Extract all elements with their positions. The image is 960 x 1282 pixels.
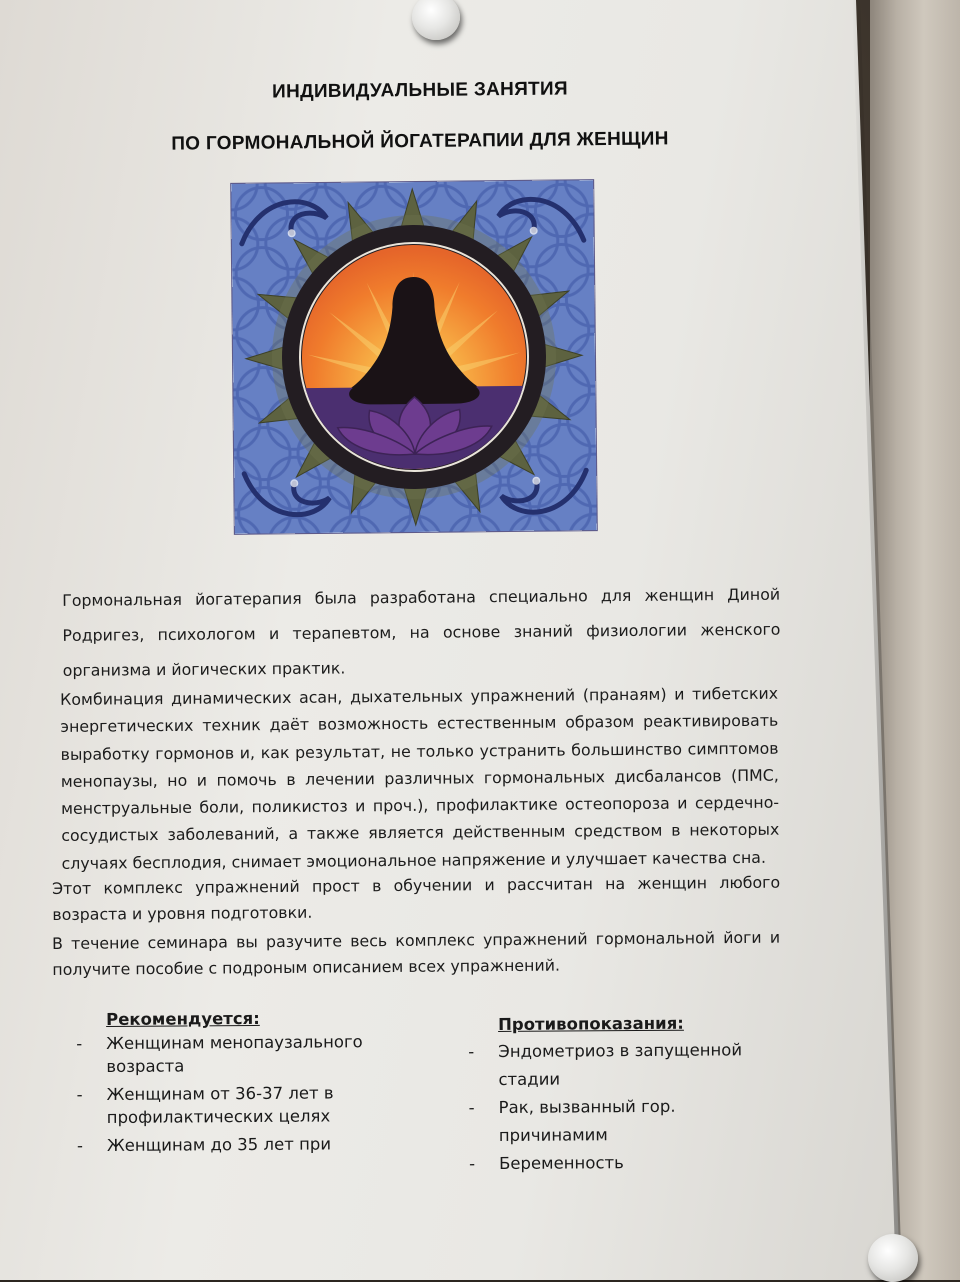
recommended-list (76, 1031, 377, 1157)
title-line-1: ИНДИВИДУАЛЬНЫЕ ЗАНЯТИЯ (271, 78, 569, 103)
bullet-dash: - (468, 1154, 476, 1174)
recommended-section (76, 1008, 377, 1163)
meditating-woman-icon (231, 180, 597, 534)
title-line-2: ПО ГОРМОНАЛЬНОЙ ЙОГАТЕРАПИИ ДЛЯ ЖЕНЩИН (171, 128, 669, 155)
list-item: - Рак, вызванный гор. причинамим (499, 1092, 779, 1150)
seminar-paragraph: В течение семинара вы разучите весь комплекс упражнений гормональной йоги и получите пособие с подроным описанием всех упражнений. (52, 927, 781, 979)
recommended-heading: Рекомендуется: (106, 1008, 260, 1029)
bullet-dash: - (76, 1034, 83, 1054)
intro-paragraph: Гормональная йогатерапия была разработана специально для женщин Диной Родригез, психологом и терапевтом, на основе знаний физиологии женского организма и йогических практик. (62, 584, 781, 680)
audience-paragraph: Этот комплекс упражнений прост в обучении и рассчитан на женщин любого возраста и уровня подготовки. (52, 872, 781, 924)
benefits-paragraph: Комбинация динамических асан, дыхательных упражнений (пранаям) и тибетских энергетических техник даёт возможность естественным образом реактивировать выработку гормонов и, как результат, не только устранить большинство симптомов менопаузы, но и помочь в лечении различных гормональных дисбалансов (ПМС, менструальные боли, поликистоз и проч.), профилактике остеопороза и сердечно-сосудистых заболеваний, а также является действенным средством в некоторых случаях бесплодия, снимает эмоциональное напряжение и улучшает качества сна. (60, 683, 780, 873)
list-item: - Женщинам от 36-37 лет в профилактических целях (76, 1083, 334, 1127)
yoga-meditation-illustration (231, 180, 597, 534)
list-item: - Эндометриоз в запущенной стадии (498, 1036, 778, 1094)
push-pin-icon (868, 1234, 918, 1282)
bullet-dash: - (468, 1042, 475, 1062)
contraindications-heading: Противопоказания: (498, 1013, 684, 1034)
bullet-dash: - (76, 1085, 83, 1105)
contraindications-section (468, 1013, 779, 1178)
contraindications-list (468, 1036, 779, 1178)
list-item: - Женщинам менопаузального возраста (76, 1032, 363, 1076)
bullet-dash: - (468, 1098, 475, 1118)
list-item: - Беременность (499, 1148, 779, 1178)
list-item: - Женщинам до 35 лет при (107, 1133, 377, 1157)
bullet-dash: - (76, 1136, 83, 1156)
